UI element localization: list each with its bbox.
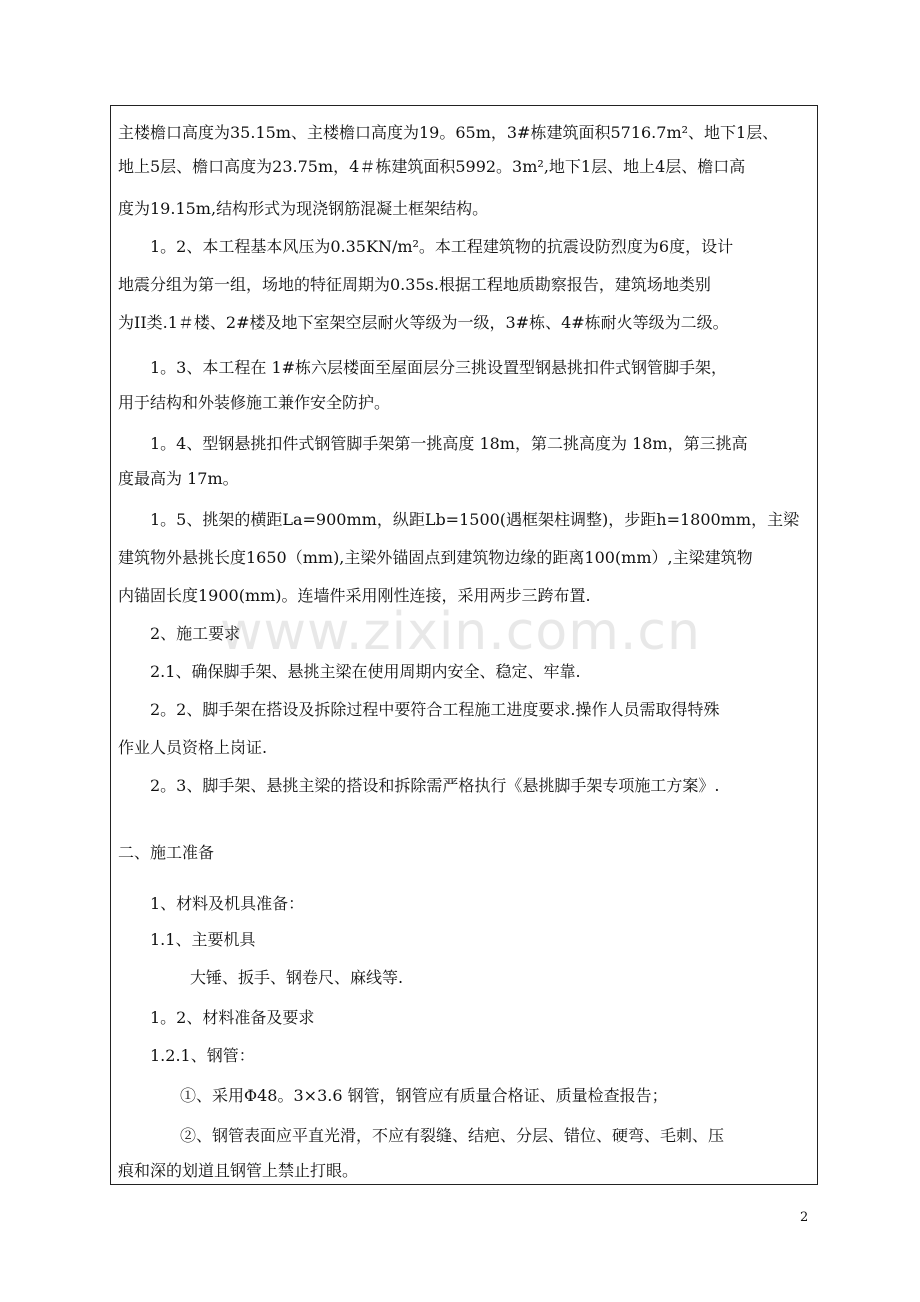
- text-line: 作业人员资格上岗证.: [118, 738, 268, 757]
- text-line: 1。5、挑架的横距La=900mm，纵距Lb=1500(遇框架柱调整)，步距h=1800mm，主梁: [150, 510, 800, 529]
- subsection-heading: 1.2.1、钢管：: [150, 1046, 255, 1065]
- text-line: 地震分组为第一组，场地的特征周期为0.35s.根据工程地质勘察报告，建筑场地类别: [118, 275, 711, 294]
- section-heading: 二、施工准备: [118, 843, 215, 862]
- text-line: 为II类.1＃楼、2#楼及地下室架空层耐火等级为一级，3#栋、4#栋耐火等级为二级。: [118, 313, 729, 332]
- text-line: 2。3、脚手架、悬挑主梁的搭设和拆除需严格执行《悬挑脚手架专项施工方案》.: [150, 776, 720, 795]
- page-number: 2: [800, 1210, 809, 1225]
- text-line: 2.1、确保脚手架、悬挑主梁在使用周期内安全、稳定、牢靠.: [150, 662, 581, 681]
- text-line: 1。4、型钢悬挑扣件式钢管脚手架第一挑高度 18m，第二挑高度为 18m，第三挑高: [150, 434, 748, 453]
- section-heading: 2、施工要求: [150, 624, 241, 643]
- text-line: 1。2、本工程基本风压为0.35KN/m²。本工程建筑物的抗震设防烈度为6度，设计: [150, 237, 734, 256]
- text-line: 1。3、本工程在 1#栋六层楼面至屋面层分三挑设置型钢悬挑扣件式钢管脚手架，: [150, 358, 728, 377]
- subsection-heading: 1。2、材料准备及要求: [150, 1008, 315, 1027]
- text-line: 地上5层、檐口高度为23.75m，4＃栋建筑面积5992。3m²,地下1层、地上4层、檐口高: [118, 157, 746, 176]
- text-line: 用于结构和外装修施工兼作安全防护。: [118, 393, 391, 412]
- subsection-heading: 1、材料及机具准备：: [150, 894, 305, 913]
- list-item: ①、采用Φ48。3×3.6 钢管，钢管应有质量合格证、质量检查报告；: [180, 1086, 668, 1105]
- text-line: 2。2、脚手架在搭设及拆除过程中要符合工程施工进度要求.操作人员需取得特殊: [150, 700, 720, 719]
- subsection-heading: 1.1、主要机具: [150, 930, 256, 949]
- text-line: 大锤、扳手、钢卷尺、麻线等.: [190, 968, 404, 987]
- text-line: 主楼檐口高度为35.15m、主楼檐口高度为19。65m，3#栋建筑面积5716.7m²、地下1层、: [118, 123, 779, 142]
- text-line: 内锚固长度1900(mm)。连墙件采用刚性连接，采用两步三跨布置.: [118, 586, 591, 605]
- text-line: 建筑物外悬挑长度1650（mm),主梁外锚固点到建筑物边缘的距离100(mm）,主梁建筑物: [118, 548, 753, 567]
- text-line: 度最高为 17m。: [118, 469, 239, 488]
- text-line: 痕和深的划道且钢管上禁止打眼。: [118, 1161, 359, 1180]
- watermark: www.zixin.com.cn: [220, 602, 701, 662]
- list-item: ②、钢管表面应平直光滑，不应有裂缝、结疤、分层、错位、硬弯、毛刺、压: [180, 1126, 725, 1145]
- text-line: 度为19.15m,结构形式为现浇钢筋混凝土框架结构。: [118, 199, 489, 218]
